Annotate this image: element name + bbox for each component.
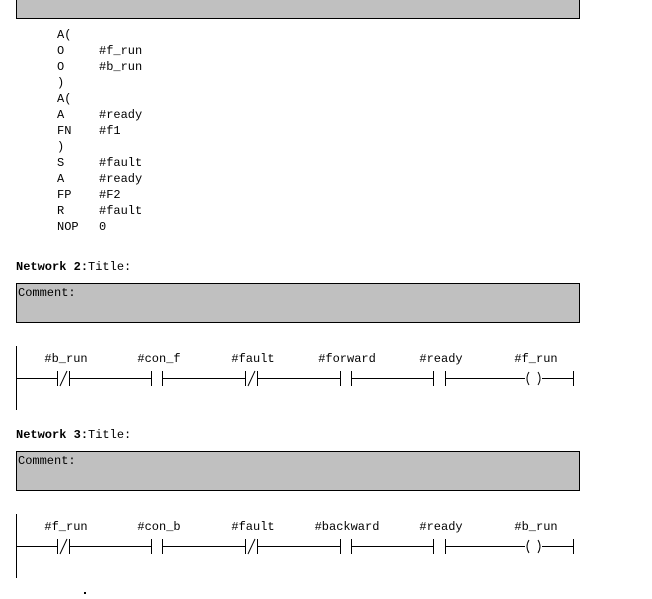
network-label: Network 3: [16, 428, 81, 442]
no-contact[interactable]: [318, 352, 376, 386]
nc-contact[interactable]: [44, 520, 87, 554]
stl-line[interactable]: [57, 27, 99, 43]
network-separator: :: [80, 260, 89, 274]
stl-op: FN: [57, 124, 72, 138]
stl-op: A: [57, 172, 65, 186]
network-title[interactable]: Title:: [88, 260, 132, 274]
stl-line[interactable]: [57, 59, 142, 75]
network-separator: :: [80, 428, 89, 442]
stl-op: ): [57, 140, 65, 154]
contact-tag: #fault: [231, 352, 275, 366]
coil-tag: #f_run: [514, 352, 558, 366]
coil-tag: #b_run: [514, 520, 558, 534]
network-2-ladder: [0, 340, 652, 420]
no-contact[interactable]: [419, 520, 462, 554]
stl-line[interactable]: [57, 43, 142, 59]
stl-op: NOP: [57, 220, 79, 234]
nc-contact[interactable]: [231, 352, 274, 386]
stl-line[interactable]: [57, 107, 142, 123]
stl-arg: #b_run: [99, 60, 143, 74]
stl-op: FP: [57, 188, 72, 202]
stl-line[interactable]: [57, 91, 99, 107]
stl-op: S: [57, 156, 65, 170]
network-2-header: [16, 259, 131, 275]
stl-arg: #f_run: [99, 44, 143, 58]
output-coil[interactable]: [514, 352, 557, 385]
stl-op: O: [57, 44, 65, 58]
stl-arg: #ready: [99, 172, 143, 186]
stl-arg: 0: [99, 220, 107, 234]
stl-op: A(: [57, 92, 72, 106]
stl-line[interactable]: [57, 187, 121, 203]
network-3-header: [16, 427, 131, 443]
rung-wire: [16, 371, 574, 386]
stl-arg: #f1: [99, 124, 121, 138]
network-1-comment-box[interactable]: [16, 0, 580, 19]
stl-line[interactable]: [57, 139, 99, 155]
network-3-ladder: [0, 508, 652, 588]
no-contact[interactable]: [419, 352, 462, 386]
network-title[interactable]: Title:: [88, 428, 132, 442]
stl-line[interactable]: [57, 155, 142, 171]
contact-tag: #f_run: [44, 520, 88, 534]
stl-arg: #F2: [99, 188, 121, 202]
no-contact[interactable]: [137, 520, 180, 554]
network-3-comment-box[interactable]: [16, 451, 580, 491]
contact-tag: #b_run: [44, 352, 88, 366]
contact-tag: #con_f: [137, 352, 181, 366]
stl-line[interactable]: [57, 75, 99, 91]
network-label: Network 2: [16, 260, 81, 274]
output-coil[interactable]: [514, 520, 557, 553]
stl-line[interactable]: [57, 123, 121, 139]
stl-line[interactable]: [57, 219, 106, 235]
stl-arg: #ready: [99, 108, 143, 122]
contact-tag: #ready: [419, 352, 463, 366]
stl-op: A(: [57, 28, 72, 42]
comment-label: Comment:: [18, 286, 76, 300]
no-contact[interactable]: [315, 520, 380, 554]
stl-arg: #fault: [99, 156, 143, 170]
rung-wire: [16, 539, 574, 554]
stl-op: R: [57, 204, 65, 218]
contact-tag: #con_b: [137, 520, 181, 534]
stl-op: ): [57, 76, 65, 90]
stl-line[interactable]: [57, 171, 142, 187]
stl-op: O: [57, 60, 65, 74]
stl-line[interactable]: [57, 203, 142, 219]
nc-contact[interactable]: [44, 352, 87, 386]
no-contact[interactable]: [137, 352, 180, 386]
network-2-comment-box[interactable]: [16, 283, 580, 323]
contact-tag: #fault: [231, 520, 275, 534]
stl-op: A: [57, 108, 65, 122]
next-network-fragment: [84, 592, 86, 594]
nc-contact[interactable]: [231, 520, 274, 554]
contact-tag: #backward: [314, 520, 380, 534]
comment-label: Comment:: [18, 454, 76, 468]
stl-arg: #fault: [99, 204, 143, 218]
contact-tag: #ready: [419, 520, 463, 534]
contact-tag: #forward: [318, 352, 376, 366]
